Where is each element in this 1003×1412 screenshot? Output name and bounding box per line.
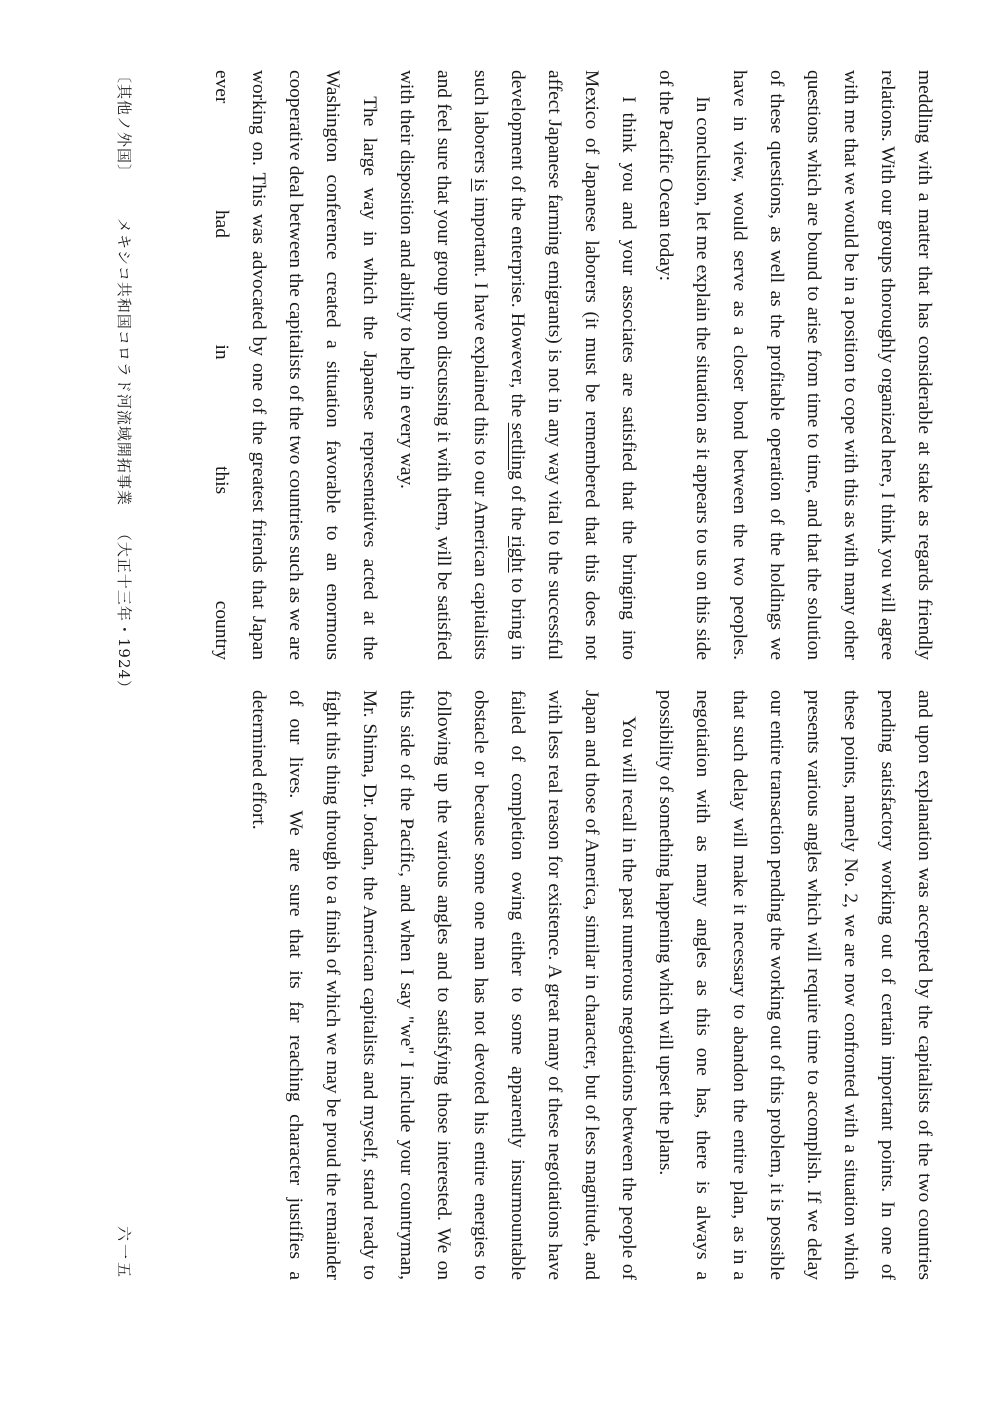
paragraph: You will recall in the past numerous negotiations between the people of Japan and those of America, similar in character, but of less magnitude, and with less real reason for existence. A great many of these negotiations have failed of completion owing either to some apparently insurmountable obstacle or because some one man has not devoted his entire energies to following up the various angles and to satisfying those interested. We on this side of the Pacific, and when I say "we" I include your countryman, Mr. Shima, Dr. Jordan, the American capitalists and myself, stand ready to fight this thing through to a finish of which we may be proud the remainder of our lives. We are sure that its far reaching character justifies a determined effort.: [248, 690, 639, 1280]
underlined-word: right: [507, 535, 528, 573]
paragraph: In conclusion, let me explain the situation as it appears to us on this side of the Pacific Ocean today:: [655, 70, 713, 660]
text-run: important. I have explained this to our American capitalists and feel sure that your group upon discussing it with them, will be satisfied with their disposition and ability to help in every way.: [396, 70, 491, 660]
page-footer: [105, 70, 135, 1280]
text-run: to bring in such laborers: [470, 70, 528, 661]
section-label: 〔其他ノ外国〕: [115, 68, 133, 181]
paragraph: The large way in which the Japanese representatives acted at the Washington conference created a situation favorable to an enormous cooperative deal between the capitalists of the two countries such as we are working on. This was advocated by one of the greatest friends that Japan ever had in this country: [211, 70, 380, 660]
underlined-word: is: [470, 178, 491, 192]
text-run: of the: [507, 479, 528, 536]
paragraph: and upon explanation was accepted by the capitalists of the two countries pending satisfactory working out of certain important points. In one of these points, namely No. 2, we are now confronted with a situation which presents various angles which will require time to accomplish. If we delay our entire transaction pending the working out of this problem, it is possible that such delay will make it necessary to abandon the entire plan, as in a negotiation with as many angles as this one has, there is always a possibility of something happening which will upset the plans.: [655, 690, 935, 1280]
underlined-word: settling: [507, 422, 528, 480]
year-label: （大正十三年・1924）: [115, 525, 133, 697]
text-run: I think you and your associates are satisfied that the bringing into Mexico of Japanese laborers (it must be remembered that this does not affect Japanese farming emigrants) is not in any way vital to the successful development of the enterprise. However, the: [507, 70, 639, 660]
left-text-column: [203, 70, 943, 660]
paragraph: [388, 70, 647, 660]
paragraph: meddling with a matter that has considerable at stake as regards friendly relations. With our groups thoroughly organized here, I think you will agree with me that we would be in a position to cope with this as with many other questions which are bound to arise from time to time, and that the solution of these questions, as well as the profitable operation of the holdings we have in view, would serve as a closer bond between the two peoples.: [729, 70, 935, 660]
chapter-title: メキシコ共和国コロラド河流域開拓事業: [115, 218, 133, 506]
running-title: [114, 68, 135, 696]
right-text-column: [240, 690, 943, 1280]
page-number: 六一五: [115, 1225, 133, 1280]
